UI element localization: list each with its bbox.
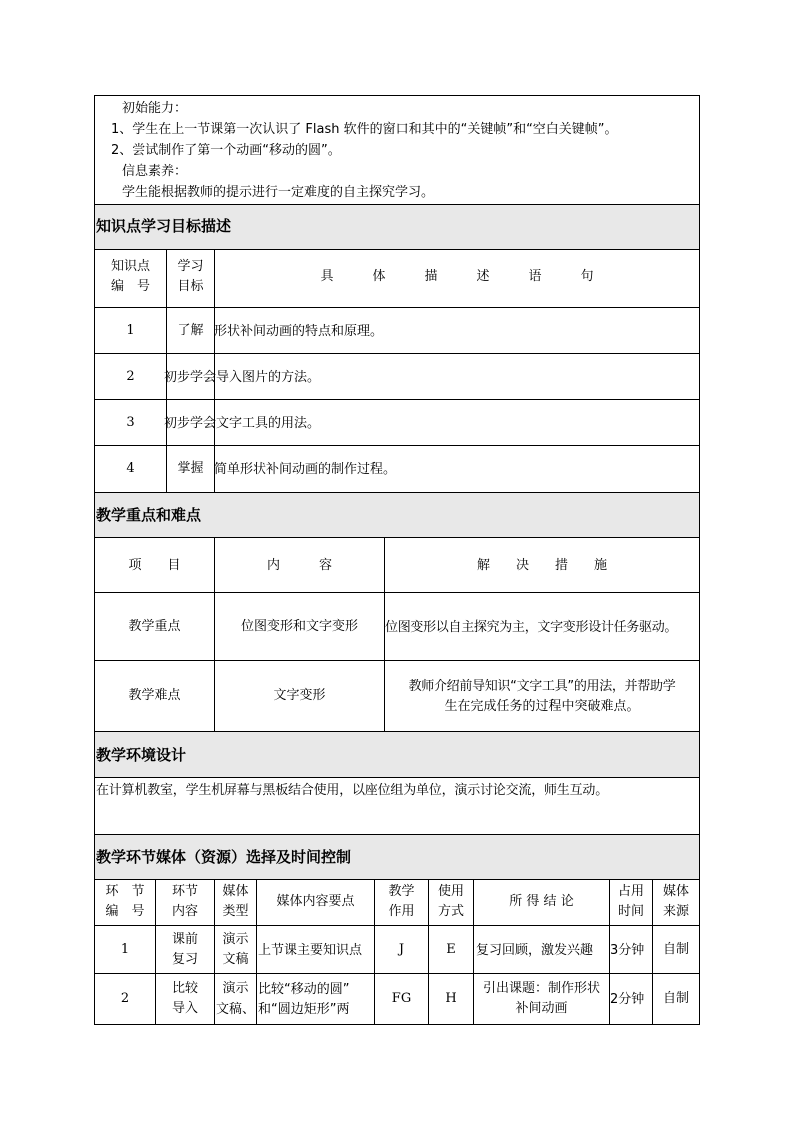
objective-row-desc: 简单形状补间动画的制作过程。 [214, 462, 397, 477]
media-row-points-2: 和“圆边矩形”两 [258, 1002, 350, 1017]
media-row-points: 上节课主要知识点 [258, 943, 363, 958]
media-row-conclusion-1: 引出课题：制作形状 [482, 981, 600, 996]
objective-row-goal: 掌握 [177, 461, 204, 476]
objective-row-num: 1 [126, 323, 135, 338]
objective-row-desc: 形状补间动画的特点和原理。 [214, 324, 384, 339]
media-header-mode-2: 方式 [437, 904, 464, 919]
key-row-measure-line2: 生在完成任务的过程中突破难点。 [444, 699, 640, 714]
key-title: 教学重点和难点 [96, 506, 202, 524]
objectives-header-goal-2: 目标 [177, 279, 204, 294]
env-title: 教学环境设计 [96, 746, 187, 764]
media-row-content-1: 比较 [171, 981, 198, 996]
objective-row-goal: 初步学会 [164, 370, 217, 385]
divider [94, 537, 700, 538]
media-row-conclusion-2: 补间动画 [515, 1001, 568, 1016]
media-header-source-2: 来源 [662, 904, 689, 919]
media-row-role: J [398, 942, 405, 957]
media-header-type-2: 类型 [222, 904, 249, 919]
objectives-header-goal-1: 学习 [177, 259, 204, 274]
media-header-source-1: 媒体 [662, 884, 689, 899]
divider [94, 731, 700, 732]
objectives-header-desc: 具 体 描 述 语 句 [320, 269, 594, 284]
media-row-mode: E [446, 942, 456, 957]
divider [94, 399, 700, 400]
media-header-role-1: 教学 [388, 884, 415, 899]
media-header-time-1: 占用 [617, 884, 644, 899]
objective-row-num: 3 [126, 415, 135, 430]
media-row-time: 3分钟 [610, 943, 645, 958]
divider [94, 925, 700, 926]
intro-ability-label: 初始能力： [122, 101, 188, 116]
media-header-mode-1: 使用 [437, 884, 464, 899]
divider [94, 660, 700, 661]
key-row-item: 教学重点 [128, 619, 181, 634]
media-row-conclusion: 复习回顾，激发兴趣 [476, 943, 594, 958]
media-row-content-2: 复习 [171, 952, 198, 967]
media-row-num: 1 [120, 942, 130, 957]
media-row-time: 2分钟 [610, 992, 645, 1007]
intro-line-2: 2、尝试制作了第一个动画“移动的圆”。 [111, 143, 341, 158]
key-row-content: 文字变形 [273, 688, 326, 703]
objective-row-num: 2 [126, 369, 135, 384]
media-header-role-2: 作用 [388, 904, 415, 919]
divider [94, 492, 700, 493]
media-row-type-1: 演示 [222, 932, 249, 947]
media-row-role: FG [391, 991, 412, 1006]
divider [94, 307, 700, 308]
media-row-type-2: 文稿、 [216, 1002, 256, 1017]
media-row-content-1: 课前 [171, 932, 198, 947]
key-header-measure: 解 决 措 施 [476, 558, 607, 573]
objective-row-goal: 初步学会 [164, 416, 217, 431]
frame-right [699, 95, 700, 1025]
media-header-num-1: 环 节 [105, 884, 145, 899]
divider [94, 353, 700, 354]
divider [94, 973, 700, 974]
frame-top [94, 95, 700, 96]
key-row-content: 位图变形和文字变形 [240, 619, 358, 634]
media-row-type-1: 演示 [222, 981, 249, 996]
media-header-points: 媒体内容要点 [276, 894, 355, 909]
divider [94, 445, 700, 446]
divider [94, 592, 700, 593]
intro-info-label: 信息素养： [122, 164, 188, 179]
divider [94, 777, 700, 778]
key-row-measure-line1: 教师介绍前导知识“文字工具”的用法，并帮助学 [408, 679, 676, 694]
media-header-num-2: 编 号 [105, 904, 145, 919]
env-text: 在计算机教室，学生机屏幕与黑板结合使用，以座位组为单位，演示讨论交流，师生互动。 [96, 783, 609, 798]
media-header-time-2: 时间 [617, 904, 644, 919]
media-title: 教学环节媒体（资源）选择及时间控制 [96, 848, 352, 866]
media-row-type-2: 文稿 [222, 952, 249, 967]
media-header-content-2: 内容 [171, 904, 198, 919]
media-header-type-1: 媒体 [222, 884, 249, 899]
objective-row-desc: 导入图片的方法。 [216, 370, 321, 385]
divider [94, 204, 700, 205]
key-row-item: 教学难点 [128, 688, 181, 703]
media-header-conclusion: 所 得 结 论 [509, 894, 574, 909]
intro-line-1: 1、学生在上一节课第一次认识了 Flash 软件的窗口和其中的“关键帧”和“空白关键帧”。 [111, 122, 618, 137]
key-header-item: 项 目 [128, 558, 181, 573]
key-row-measure: 位图变形以自主探究为主，文字变形设计任务驱动。 [385, 620, 678, 635]
divider [94, 834, 700, 835]
divider [94, 249, 700, 250]
media-row-content-2: 导入 [171, 1001, 198, 1016]
media-row-source: 自制 [662, 991, 689, 1006]
media-row-num: 2 [120, 991, 130, 1006]
intro-line-3: 学生能根据教师的提示进行一定难度的自主探究学习。 [122, 185, 435, 200]
objectives-header-num-2: 编 号 [110, 279, 150, 294]
objectives-header-num-1: 知识点 [110, 259, 150, 274]
media-header-content-1: 环节 [171, 884, 198, 899]
media-row-mode: H [445, 991, 457, 1006]
media-row-source: 自制 [662, 942, 689, 957]
objective-row-goal: 了解 [177, 323, 204, 338]
media-row-points-1: 比较“移动的圆” [258, 982, 350, 997]
objective-row-desc: 文字工具的用法。 [216, 416, 321, 431]
key-header-content: 内 容 [266, 558, 332, 573]
objectives-title: 知识点学习目标描述 [96, 217, 232, 235]
objective-row-num: 4 [126, 461, 135, 476]
